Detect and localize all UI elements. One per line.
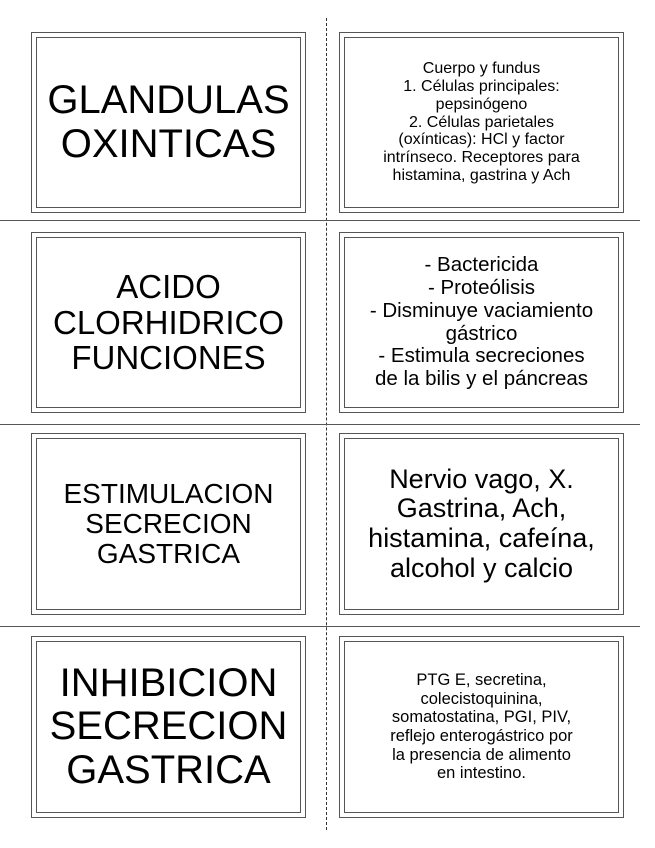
flashcard-term <box>31 636 306 818</box>
term-text: ACIDO CLORHIDRICO FUNCIONES <box>36 237 301 408</box>
cut-line <box>0 626 640 627</box>
flashcard-definition <box>339 433 624 615</box>
flashcard-term <box>31 433 306 615</box>
flashcard-term <box>31 232 306 413</box>
flashcard-definition <box>339 232 624 413</box>
cut-line <box>0 424 640 425</box>
flashcard-definition <box>339 636 624 818</box>
definition-text: PTG E, secretina, colecistoquinina, somatostatina, PGI, PIV, reflejo enterogástrico por la presencia de alimento en intestino. <box>344 641 619 813</box>
definition-text: - Bactericida - Proteólisis - Disminuye vaciamiento gástrico - Estimula secreciones de la bilis y el páncreas <box>344 237 619 408</box>
flashcard-definition <box>339 32 624 213</box>
term-text: INHIBICION SECRECION GASTRICA <box>36 641 301 813</box>
cut-line <box>0 220 640 221</box>
term-text: GLANDULAS OXINTICAS <box>36 37 301 208</box>
flashcard-term <box>31 32 306 213</box>
definition-text: Cuerpo y fundus 1. Células principales: pepsinógeno 2. Células parietales (oxínticas): HCl y factor intrínseco. Receptores para histamina, gastrina y Ach <box>344 37 619 208</box>
definition-text: Nervio vago, X. Gastrina, Ach, histamina, cafeína, alcohol y calcio <box>344 438 619 610</box>
term-text: ESTIMULACION SECRECION GASTRICA <box>36 438 301 610</box>
